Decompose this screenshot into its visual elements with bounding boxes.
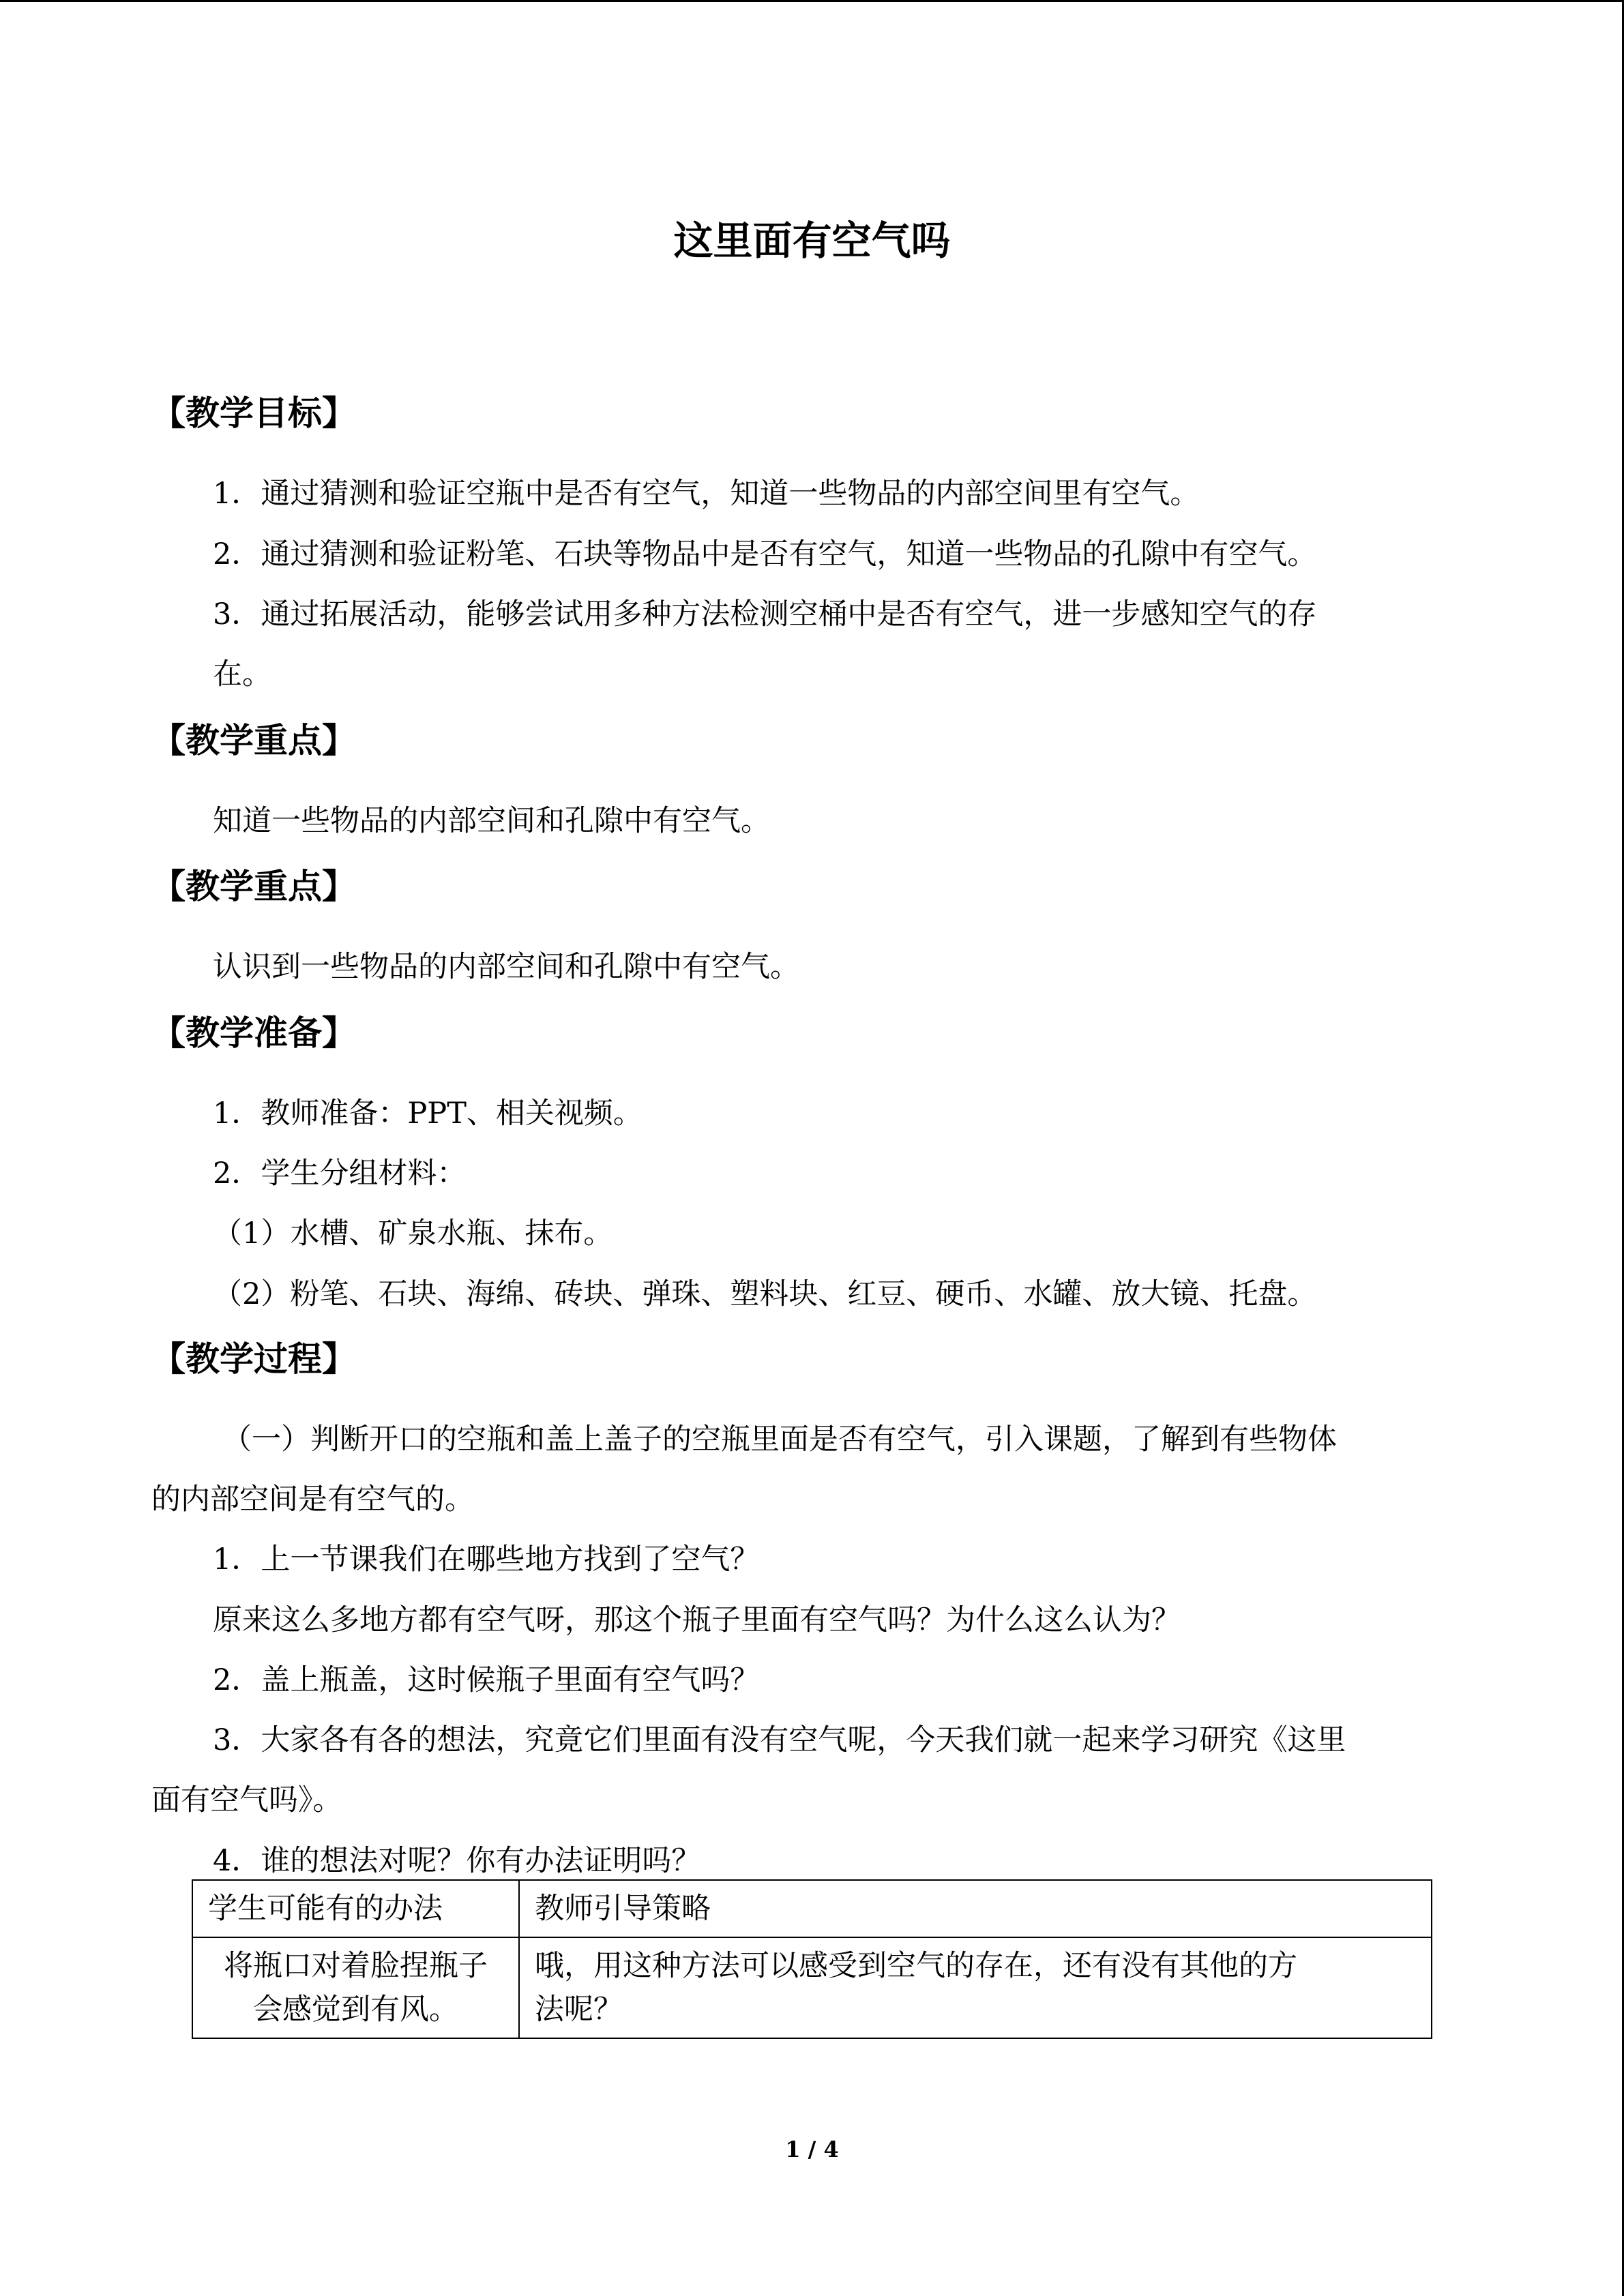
preparation-item: 2．学生分组材料： [213, 1157, 467, 1191]
process-paragraph: （一）判断开口的空瓶和盖上盖子的空瓶里面是否有空气，引入课题，了解到有些物体 [222, 1422, 1337, 1457]
objective-item-continued: 在。 [213, 657, 271, 691]
page-number: 1 / 4 [785, 2136, 839, 2162]
process-paragraph-continued: 的内部空间是有空气的。 [151, 1482, 474, 1517]
cell-line: 法呢？ [535, 1993, 623, 2027]
table-header-cell: 教师引导策略 [519, 1880, 1432, 1937]
strategy-table [192, 1879, 1432, 2039]
table-cell-method [192, 1937, 519, 2038]
preparation-subitem: （2）粉笔、石块、海绵、砖块、弹珠、塑料块、红豆、硬币、水罐、放大镜、托盘。 [213, 1277, 1317, 1311]
cell-line: 将瓶口对着脸捏瓶子 [224, 1949, 488, 1983]
process-step: 2．盖上瓶盖，这时候瓶子里面有空气吗？ [213, 1663, 760, 1697]
process-step: 4．谁的想法对呢？你有办法证明吗？ [213, 1844, 701, 1878]
process-step-continued: 面有空气吗》。 [151, 1783, 342, 1817]
heading-objectives: 【教学目标】 [151, 393, 356, 433]
page-border-top [0, 0, 1624, 2]
keypoint-text: 知道一些物品的内部空间和孔隙中有空气。 [213, 804, 770, 838]
cell-line: 哦，用这种方法可以感受到空气的存在，还有没有其他的方 [535, 1949, 1297, 1983]
table-header-row [192, 1880, 1432, 1937]
table-row [192, 1937, 1432, 2038]
process-step-text: 原来这么多地方都有空气呀，那这个瓶子里面有空气吗？为什么这么认为？ [213, 1603, 1181, 1637]
objective-item: 3．通过拓展活动，能够尝试用多种方法检测空桶中是否有空气，进一步感知空气的存 [213, 597, 1317, 631]
cell-line: 会感觉到有风。 [253, 1993, 458, 2027]
objective-item: 1．通过猜测和验证空瓶中是否有空气，知道一些物品的内部空间里有空气。 [213, 477, 1200, 511]
keypoint2-text: 认识到一些物品的内部空间和孔隙中有空气。 [213, 950, 799, 984]
heading-keypoint: 【教学重点】 [151, 721, 356, 760]
page-title: 这里面有空气吗 [673, 218, 951, 264]
process-step: 1．上一节课我们在哪些地方找到了空气？ [213, 1542, 760, 1577]
heading-process: 【教学过程】 [151, 1339, 356, 1379]
table-header-cell: 学生可能有的办法 [192, 1880, 519, 1937]
process-step: 3．大家各有各的想法，究竟它们里面有没有空气呢，今天我们就一起来学习研究《这里 [213, 1723, 1346, 1757]
heading-keypoint-2: 【教学重点】 [151, 867, 356, 906]
heading-preparation: 【教学准备】 [151, 1013, 356, 1053]
preparation-item: 1．教师准备：PPT、相关视频。 [213, 1097, 643, 1131]
table-cell-strategy [519, 1937, 1432, 2038]
preparation-subitem: （1）水槽、矿泉水瓶、抹布。 [213, 1217, 613, 1251]
objective-item: 2．通过猜测和验证粉笔、石块等物品中是否有空气，知道一些物品的孔隙中有空气。 [213, 537, 1317, 571]
